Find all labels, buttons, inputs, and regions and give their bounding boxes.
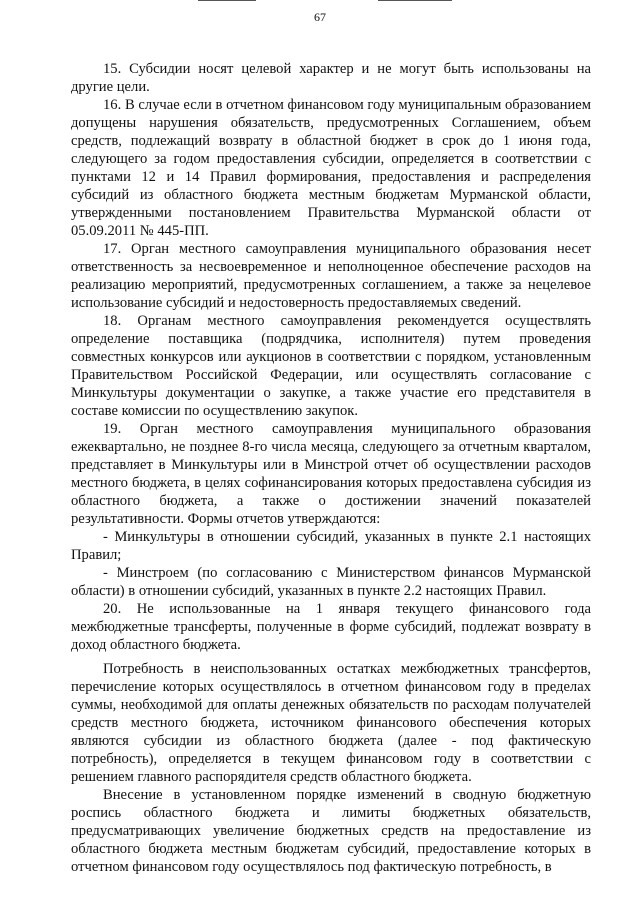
paragraph-17: 17. Орган местного самоуправления муниципального образования несет ответственность за несвоевременное и неполноценное обеспечение расходов на реализацию мероприятий, предусмотренных соглашением, а также за нецелевое использование субсидий и недостоверность предоставляемых сведений. bbox=[71, 241, 591, 311]
scan-edge-line-left bbox=[198, 0, 256, 1]
paragraph-changes: Внесение в установленном порядке изменений в сводную бюджетную роспись областного бюджета и лимиты бюджетных обязательств, предусматривающих увеличение бюджетных средств на предоставление из областного бюджета местным бюджетам субсидий, предоставление которых в отчетном финансовом году осуществлялось под фактическую потребность, в bbox=[71, 787, 591, 875]
document-body bbox=[71, 60, 591, 876]
list-item-minstroy: - Минстроем (по согласованию с Министерством финансов Мурманской области) в отношении субсидий, указанных в пункте 2.2 настоящих Правил. bbox=[71, 565, 591, 599]
paragraph-18: 18. Органам местного самоуправления рекомендуется осуществлять определение поставщика (подрядчика, исполнителя) путем проведения совместных конкурсов или аукционов в соответствии с порядком, установленным Правительством Российской Федерации, или осуществлять согласование с Минкультуры документации о закупке, а также участие его представителя в составе комиссии по осуществлению закупок. bbox=[71, 313, 591, 419]
page-number: 67 bbox=[314, 10, 326, 24]
paragraph-need: Потребность в неиспользованных остатках межбюджетных трансфертов, перечисление которых осуществлялось в отчетном финансовом году в пределах суммы, необходимой для оплаты денежных обязательств по расходам получателей средств местного бюджета, источником финансового обеспечения которых являются субсидии из областного бюджета (далее - под фактическую потребность), определяется в текущем финансовом году в соответствии с решением главного распорядителя средств областного бюджета. bbox=[71, 661, 591, 785]
scan-edge-line-right bbox=[378, 0, 452, 1]
paragraph-19: 19. Орган местного самоуправления муниципального образования ежеквартально, не позднее 8-го числа месяца, следующего за отчетным кварталом, представляет в Минкультуры или в Минстрой отчет об осуществлении расходов местного бюджета, в целях софинансирования которых предоставлена субсидия из областного бюджета, а также о достижении значений показателей результативности. Формы отчетов утверждаются: bbox=[71, 421, 591, 527]
paragraph-20: 20. Не использованные на 1 января текущего финансового года межбюджетные трансферты, полученные в форме субсидий, подлежат возврату в доход областного бюджета. bbox=[71, 601, 591, 653]
list-item-minculture: - Минкультуры в отношении субсидий, указанных в пункте 2.1 настоящих Правил; bbox=[71, 529, 591, 563]
paragraph-16: 16. В случае если в отчетном финансовом году муниципальным образованием допущены нарушения обязательств, предусмотренных Соглашением, объем средств, подлежащий возврату в областной бюджет в срок до 1 июня года, следующего за годом предоставления субсидии, определяется в соответствии с пунктами 12 и 14 Правил формирования, предоставления и распределения субсидий из областного бюджета местным бюджетам Мурманской области, утвержденными постановлением Правительства Мурманской области от 05.09.2011 № 445-ПП. bbox=[71, 97, 591, 239]
paragraph-15: 15. Субсидии носят целевой характер и не могут быть использованы на другие цели. bbox=[71, 61, 591, 95]
